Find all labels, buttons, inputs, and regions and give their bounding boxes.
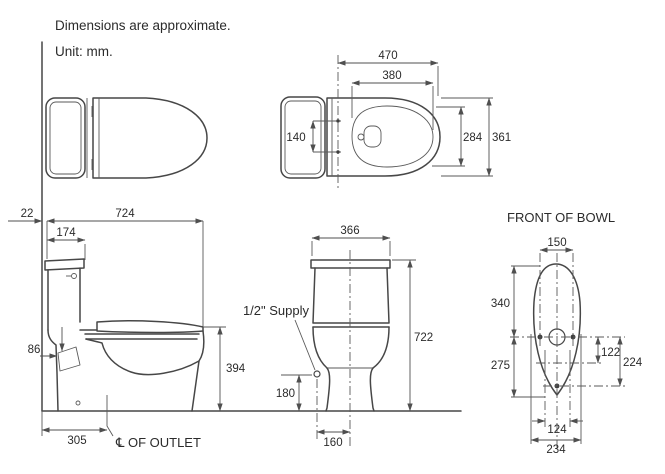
dim-lid-length: 470 xyxy=(378,50,398,62)
dim-tank-width: 366 xyxy=(340,225,360,237)
outlet-centerline-label: ℄ OF OUTLET xyxy=(116,435,201,450)
body-outline xyxy=(327,98,440,176)
inlet-boss xyxy=(58,347,80,371)
dim-opening-length: 380 xyxy=(382,70,402,82)
note-line-1: Dimensions are approximate. xyxy=(55,18,231,33)
base-cap xyxy=(76,401,80,405)
lid-outline xyxy=(93,98,207,178)
dim-lower-span: 275 xyxy=(490,360,510,372)
note-line-2: Unit: mm. xyxy=(55,44,113,59)
side-view xyxy=(8,208,246,450)
toilet-side-outline xyxy=(45,259,204,411)
dim-supply-height: 180 xyxy=(275,388,295,400)
supply-point xyxy=(314,371,320,377)
dim-tank-span: 140 xyxy=(286,132,306,144)
front-view xyxy=(243,225,433,449)
toilet-front-outline xyxy=(311,260,390,411)
dim-overall-height: 722 xyxy=(414,332,434,344)
plan-view-open xyxy=(281,50,511,190)
dim-tank-depth: 174 xyxy=(56,227,76,239)
dim-rim-height: 394 xyxy=(226,363,246,375)
dim-opening-width: 284 xyxy=(463,132,483,144)
dim-inlet-height: 86 xyxy=(27,344,41,356)
flush-valve xyxy=(364,126,381,147)
tank-outline xyxy=(46,98,85,178)
dim-top-width: 150 xyxy=(547,237,567,249)
bowl-front-view xyxy=(491,210,643,456)
dim-inner-base-width: 124 xyxy=(547,424,567,436)
plan-view-closed xyxy=(46,98,207,178)
reference-lines xyxy=(42,42,461,436)
bowl-view-title: FRONT OF BOWL xyxy=(507,210,616,225)
dim-base-width: 234 xyxy=(546,444,566,456)
dim-supply-offset: 160 xyxy=(323,437,343,449)
dim-upper-span: 340 xyxy=(490,298,510,310)
supply-label: 1/2" Supply xyxy=(242,303,309,318)
dim-wall-clearance: 22 xyxy=(20,208,34,220)
dim-overall-width: 361 xyxy=(492,132,512,144)
dim-overall-depth: 724 xyxy=(115,208,135,220)
dim-bolt-drop: 122 xyxy=(601,347,621,359)
dim-outlet-setout: 305 xyxy=(67,435,87,447)
dim-bolt-span: 224 xyxy=(623,357,643,369)
